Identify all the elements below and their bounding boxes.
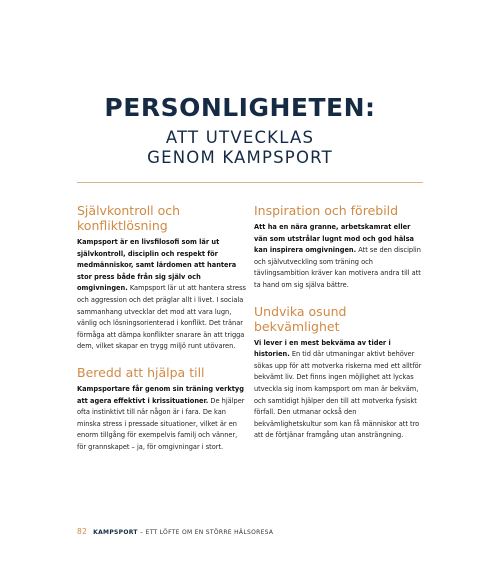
page-subtitle <box>0 128 480 168</box>
page-footer <box>77 527 273 536</box>
lead-text: Att ha en nära granne, arbetskamrat eller vän som utstrålar lugnt mod och god hälsa kan inspirera omgivningen. <box>254 223 414 255</box>
section-text-ready-to-help <box>77 384 247 454</box>
section-heading-ready-to-help: Beredd att hjälpa till <box>77 364 205 380</box>
title-divider <box>77 182 423 183</box>
section-text-avoid-comfort <box>254 338 424 442</box>
body-text: Att se den disciplin och självutveckling som träning och tävlingsambition kräver kan motivera andra till att ta hand om sig själva bättre. <box>254 246 421 289</box>
footer-brand: KAMPSPORT <box>93 529 138 536</box>
section-heading-inspiration: Inspiration och förebild <box>254 203 399 218</box>
left-column <box>77 203 247 466</box>
footer-tagline: – ETT LÖFTE OM EN STÖRRE HÄLSORESA <box>137 529 274 536</box>
section-heading-avoid-comfort: Undvika osund bekvämlighet <box>254 303 347 334</box>
page-number: 82 <box>77 527 88 536</box>
section-text-self-control <box>77 237 247 353</box>
section-heading-self-control: Självkontroll och konfliktlösning <box>77 203 181 233</box>
body-text: Kampsport lär ut att hantera stress och aggression och det präglar allt i livet. I sociala sammanhang utvecklar det mod att vara lugn, vänlig och lösningsorienterad i konflikt. Det tränar förmåga att dämpa konflikter snarare än att trigga dem, vilket skapar en trygg miljö runt utövaren. <box>77 284 246 351</box>
lead-text: Kampsportare får genom sin träning verktyg att agera effektivt i krissituationer. <box>77 384 244 405</box>
right-column <box>254 203 424 454</box>
subtitle-line-1: ATT UTVECKLAS <box>165 128 315 147</box>
body-text: En tid där utmaningar aktivt behöver sökas upp för att motverka riskerna med ett alltför bekvämt liv. Det finns ingen möjlighet att lyckas utveckla sig inom kampsport om man är bekväm, och samtidigt hjälper den till att motverka fysiskt förfall. Den utmanar också den bekvämlighetskultur som kan få människor att tro att de förtjänar framgång utan ansträngning. <box>254 350 422 440</box>
lead-text: Kampsport är en livsfilosofi som lär ut självkontroll, disciplin och respekt för medmänniskor, samt lärdomen att hantera stor press både från sig själv och omgivningen. <box>77 238 237 293</box>
page-title: PERSONLIGHETEN: <box>104 93 376 122</box>
subtitle-line-2: GENOM KAMPSPORT <box>147 148 333 167</box>
section-text-inspiration <box>254 222 424 292</box>
lead-text: Vi lever i en mest bekväma av tider i historien. <box>254 338 391 359</box>
body-text: De hjälper ofta instinktivt till när någon är i fara. De kan minska stress i pressade situationer, vilket är en enorm tillgång för exempelvis familj och vänner, för grannskapet – ja, för omgivningar i stort. <box>77 396 245 451</box>
